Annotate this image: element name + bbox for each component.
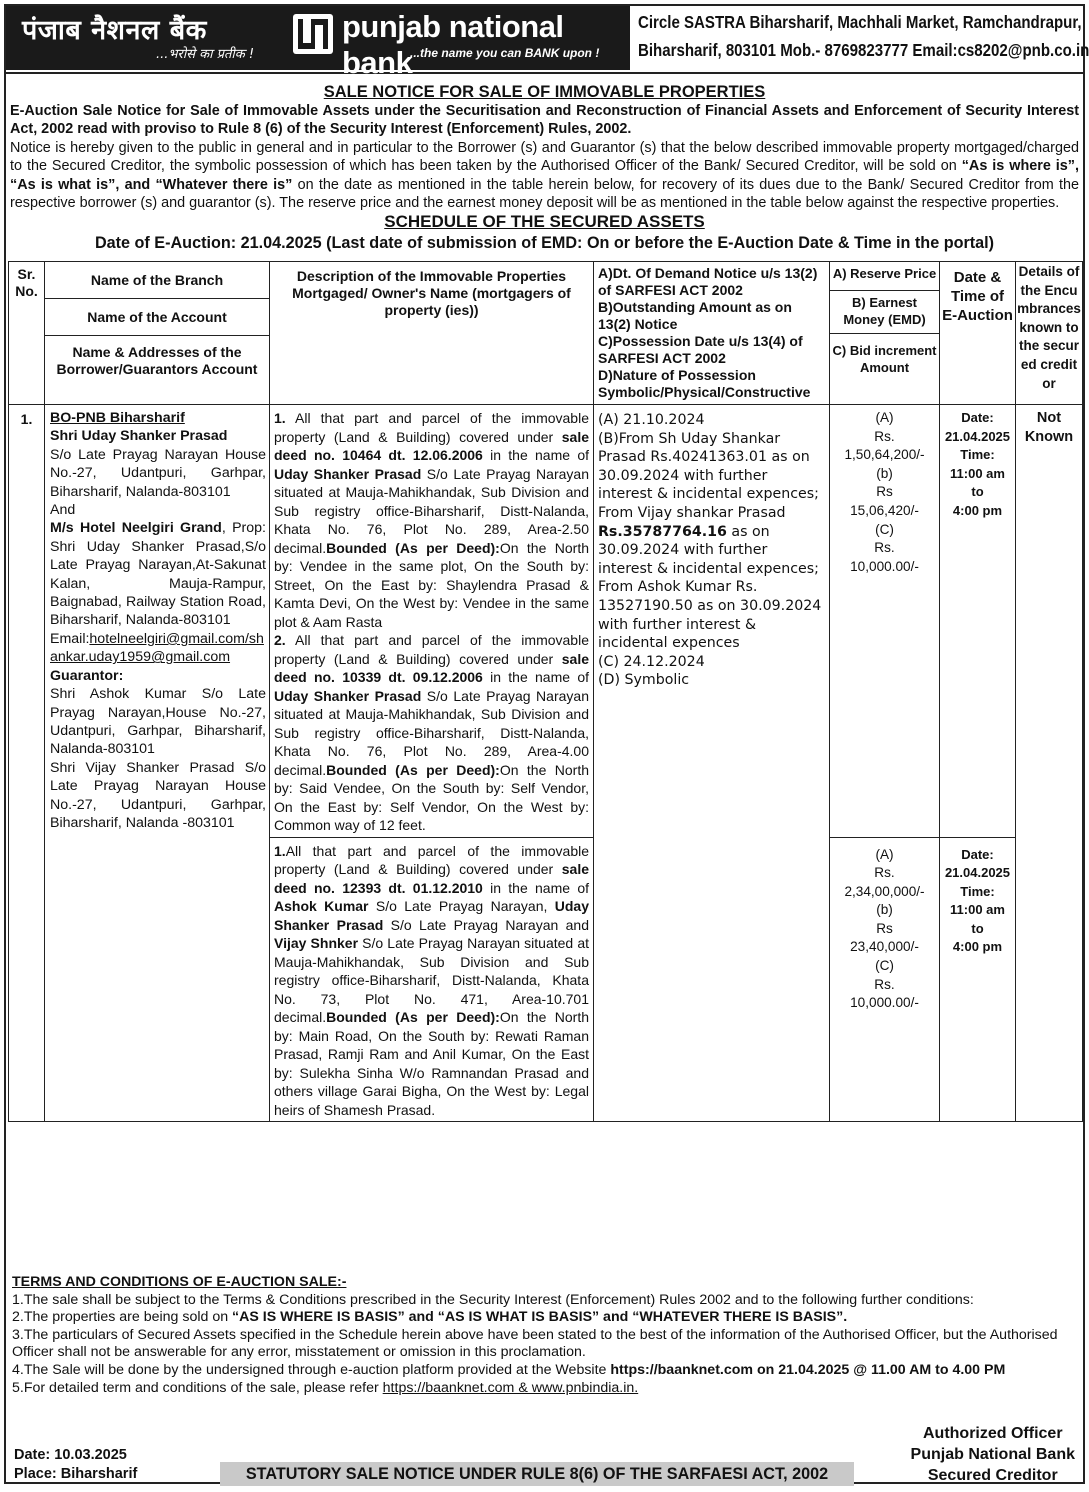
notice-place: Place: Biharsharif bbox=[14, 1465, 138, 1482]
p1-text-a: All that part and parcel of the immovable property (Land & Building) covered under bbox=[274, 410, 589, 445]
signatory-title: Authorized Officer bbox=[922, 1425, 1063, 1442]
term-2-bold: “AS IS WHERE IS BASIS” and “AS IS WHAT IS BASIS” and “WHATEVER THERE IS BASIS”. bbox=[232, 1309, 848, 1326]
borrower1-address: S/o Late Prayag Narayan House No.-27, Udantpuri, Garhpar, Biharsharif, Nalanda-803101 bbox=[50, 446, 266, 500]
header-reserve-a: A) Reserve Price bbox=[830, 262, 939, 291]
circle-office-info bbox=[638, 8, 1089, 64]
property-description-2 bbox=[270, 837, 594, 1122]
header-reserve-price bbox=[830, 262, 940, 405]
notice-intro bbox=[6, 102, 1083, 212]
email-label: Email: bbox=[50, 630, 90, 647]
notice-body-part2: on the date as mentioned in the table herein below, for recovery of its dues due to the Bank/ Secured Creditor from the respective borrower (s) and guarantor (s). The reserve price and the earnest money deposit will be as mentioned in the table below against the respective properties. bbox=[10, 176, 1079, 212]
footer-date-place bbox=[14, 1446, 137, 1483]
p3-text-e: S/o Late Prayag Narayan situated at Mauja-Mahikhandak, Sub Division and Sub registry office-Biharsharif, Distt-Nalanda, Khata No. 73, Plot No. 471, Area-10.701 decimal. bbox=[274, 935, 589, 1025]
r2-rs: Rs. bbox=[874, 865, 895, 881]
r2-c-label: (C) bbox=[875, 958, 894, 974]
and-text: And bbox=[50, 502, 76, 519]
d1-date: 21.04.2025 bbox=[944, 428, 1011, 444]
signatory-role: Secured Creditor bbox=[927, 1467, 1058, 1484]
d1-date-label: Date: bbox=[961, 410, 994, 425]
r2-rs3: Rs. bbox=[874, 976, 895, 992]
circle-address: Circle SASTRA Biharsharif, Machhali Market, Ramchandrapur, bbox=[638, 12, 1082, 32]
terms-and-conditions bbox=[12, 1274, 1080, 1397]
row-sr-no: 1. bbox=[9, 405, 45, 838]
header-borrower: Name & Addresses of the Borrower/Guarantors Account bbox=[56, 344, 258, 377]
borrower2-name: M/s Hotel Neelgiri Grand bbox=[50, 520, 222, 537]
r1-rs2: Rs bbox=[876, 484, 893, 500]
r1-b-label: (b) bbox=[876, 465, 893, 481]
d1-to: to bbox=[971, 484, 984, 500]
header-demand-b: B)Outstanding Amount as on 13(2) Notice bbox=[598, 299, 792, 332]
signatory-bank: Punjab National Bank bbox=[910, 1446, 1075, 1463]
auction-datetime-1 bbox=[940, 405, 1016, 838]
logo-hindi-text: पंजाब नैशनल बैंक bbox=[22, 15, 207, 46]
p3-deed: sale deed no. 12393 dt. 01.12.2010 bbox=[274, 861, 589, 896]
d2-end: 4:00 pm bbox=[952, 939, 1003, 955]
p3-text-f: On the North by: Main Road, On the South by: Rewati Raman Prasad, Ramji Ram and Anil Kumar, On the East by: Sulekha Sinha W/o Ramnandan Prasad and others village Garai Bigha, On the West by: Legal heirs of Shamesh Prasad. bbox=[274, 1009, 589, 1118]
r1-rs: Rs. bbox=[874, 428, 895, 444]
statutory-notice-banner: STATUTORY SALE NOTICE UNDER RULE 8(6) OF THE SARFAESI ACT, 2002 bbox=[220, 1462, 854, 1486]
p3-bounded: Bounded (As per Deed): bbox=[326, 1009, 500, 1025]
term-5-links[interactable]: https://baanknet.com & www.pnbindia.in. bbox=[382, 1379, 639, 1396]
property-1 bbox=[274, 409, 589, 631]
p3-text-a: All that part and parcel of the immovable property (Land & Building) covered under bbox=[274, 842, 589, 877]
p2-number: 2. bbox=[274, 632, 286, 648]
p1-number: 1. bbox=[274, 410, 286, 426]
term-4-text: 4.The Sale will be done by the undersigned through e-auction platform provided at the Website bbox=[12, 1361, 611, 1378]
logo-hindi-tagline: ...भरोसे का प्रतीक ! bbox=[156, 47, 255, 62]
r1-reserve: 1,50,64,200/- bbox=[844, 447, 925, 463]
reserve-price-1 bbox=[830, 405, 940, 838]
encumbrance-cell: Not Known bbox=[1016, 405, 1083, 1122]
p2-deed: sale deed no. 10339 dt. 09.12.2006 bbox=[274, 650, 589, 685]
notice-date: Date: 10.03.2025 bbox=[14, 1447, 127, 1463]
header-demand-c: C)Possession Date u/s 13(4) of SARFESI ACT 2002 bbox=[598, 333, 803, 366]
header-demand-a: A)Dt. Of Demand Notice u/s 13(2) of SARFESI ACT 2002 bbox=[598, 265, 818, 298]
guarantor1: Shri Ashok Kumar S/o Late Prayag Narayan,House No.-27, Udantpuri, Garhpar, Biharsharif, Nalanda-803101 bbox=[50, 686, 266, 758]
p1-text-b: in the name of bbox=[482, 447, 589, 463]
auction-date-line: Date of E-Auction: 21.04.2025 (Last date of submission of EMD: On or before the E-Auction Date & Time in the portal) bbox=[94, 234, 995, 253]
secured-assets-table bbox=[8, 261, 1083, 1122]
p3-text-d: S/o Late Prayag Narayan and bbox=[383, 916, 589, 933]
r1-bid: 10,000.00/- bbox=[850, 558, 919, 574]
p1-owner: Uday Shanker Prasad bbox=[274, 465, 422, 482]
table-row bbox=[9, 405, 1083, 838]
d1-start: 11:00 am bbox=[950, 465, 1005, 481]
r2-emd: 23,40,000/- bbox=[850, 939, 919, 955]
bank-logo-banner bbox=[6, 6, 630, 80]
p2-text-a: All that part and parcel of the immovable property (Land & Building) covered under bbox=[274, 632, 589, 667]
header-description: Description of the Immovable Properties Mortgaged/ Owner's Name (mortgagers of property (ies)) bbox=[270, 262, 594, 405]
header-reserve-b: B) Earnest Money (EMD) bbox=[830, 291, 939, 334]
property-description-1 bbox=[270, 405, 594, 838]
demand-notice-cell bbox=[594, 405, 830, 1122]
p1-text-c: S/o Late Prayag Narayan situated at Mauja-Mahikhandak, Sub Division and Sub registry office-Biharsharif, Distt-Nalanda, Khata No. 76, Plot No. 289, Area-2.50 decimal. bbox=[274, 465, 589, 556]
possession-date: (C) 24.12.2024 bbox=[598, 653, 705, 670]
r1-a-label: (A) bbox=[875, 410, 894, 425]
outstanding-bold: Rs.35787764.16 bbox=[598, 523, 727, 540]
logo-english-tagline: ...the name you can BANK upon ! bbox=[410, 46, 600, 60]
header-demand-d: D)Nature of Possession Symbolic/Physical/Constructive bbox=[598, 367, 811, 400]
r2-bid: 10,000.00/- bbox=[850, 995, 919, 1011]
notice-body-bold: “As is where is”, “As is what is”, and “Whatever there is” bbox=[10, 158, 1079, 193]
borrower2-address: , Prop: Shri Uday Shanker Prasad,S/o Late Prayag Narayan,At-Sakunat Kalan, Mauja-Rampur, Baignabad, Railway Station Road, Biharsharif, Nalanda-803101 bbox=[50, 520, 266, 629]
guarantor2: Shri Vijay Shanker Prasad S/o Late Prayag Narayan House No.-27, Udantpuri, Garhpar, Biharsharif, Nalanda -803101 bbox=[50, 759, 266, 831]
r2-b-label: (b) bbox=[876, 902, 893, 918]
borrower-email bbox=[50, 630, 266, 667]
p3-text-b: in the name of bbox=[482, 879, 589, 896]
d2-start: 11:00 am bbox=[950, 902, 1005, 918]
property-3 bbox=[274, 842, 589, 1120]
table-row bbox=[9, 837, 1083, 1122]
row-sr-empty bbox=[9, 837, 45, 1122]
header bbox=[6, 6, 1089, 80]
p3-owner3: Vijay Shnker bbox=[274, 935, 359, 951]
outstanding-amount bbox=[598, 430, 825, 653]
p1-deed: sale deed no. 10464 dt. 12.06.2006 bbox=[274, 428, 589, 463]
p3-number: 1. bbox=[274, 842, 286, 859]
row-borrower-empty bbox=[45, 837, 270, 1122]
sale-notice-page bbox=[4, 4, 1089, 1484]
term-4-bold: https://baanknet.com on 21.04.2025 @ 11.00 AM to 4.00 PM bbox=[610, 1361, 1006, 1378]
term-4 bbox=[12, 1362, 1080, 1380]
possession-nature: (D) Symbolic bbox=[598, 672, 690, 689]
header-sr-no: Sr. No. bbox=[9, 262, 45, 405]
term-5 bbox=[12, 1380, 1080, 1398]
p1-text-d: On the North by: Vendee in the same plot, On the South by: Street, On the East by: Shaylendra Prasad & Kamta Devi, On the West by: Vendee in the same plot & Aam Rasta bbox=[274, 539, 589, 630]
header-branch-account-borrower bbox=[45, 262, 270, 405]
d2-date-label: Date: bbox=[961, 846, 994, 862]
outstanding-b: as on 30.09.2024 with further interest & incidental expences; From Ashok Kumar Rs. 13527190.50 as on 30.09.2024 with further interest & incidental expences bbox=[598, 523, 822, 652]
row-borrower-cell bbox=[45, 405, 270, 838]
property-2 bbox=[274, 631, 589, 835]
borrower2 bbox=[50, 519, 266, 629]
r1-emd: 15,06,420/- bbox=[850, 502, 919, 518]
notice-title: SALE NOTICE FOR SALE OF IMMOVABLE PROPERTIES bbox=[323, 83, 766, 101]
p3-owner2: Uday Shanker Prasad bbox=[274, 898, 589, 933]
outstanding-a: (B)From Sh Uday Shankar Prasad Rs.40241363.01 as on 30.09.2024 with further interest & incidental expences; From Vijay shankar Prasad bbox=[598, 430, 819, 521]
p2-text-b: in the name of bbox=[482, 669, 589, 685]
term-2 bbox=[12, 1309, 1080, 1327]
notice-body bbox=[10, 139, 1079, 213]
table-header-row bbox=[9, 262, 1083, 405]
pnb-emblem-icon bbox=[292, 13, 334, 55]
header-account: Name of the Account bbox=[45, 299, 269, 336]
notice-subtitle: E-Auction Sale Notice for Sale of Immovable Assets under the Securitisation and Reconstruction of Financial Assets and Enforcement of Security Interest Act, 2002 read with proviso to Rule 8 (6) of the Security Interest (Enforcement) Rules, 2002. bbox=[10, 103, 1079, 138]
header-reserve-c: C) Bid increment Amount bbox=[832, 343, 937, 375]
borrower1-name: Shri Uday Shanker Prasad bbox=[50, 428, 228, 445]
p2-owner: Uday Shanker Prasad bbox=[274, 687, 422, 704]
d1-end: 4:00 pm bbox=[952, 502, 1003, 518]
r1-rs3: Rs. bbox=[874, 540, 895, 556]
d1-time-label: Time: bbox=[960, 447, 995, 463]
notice-body-part1: Notice is hereby given to the public in general and in particular to the Borrower (s) and Guarantor (s) that the below described immovable property mortgaged/charged to the Secured Creditor, the symbolic possession of which has been taken by the Authorised Officer of the Bank/ Secured Creditor, will be sold on bbox=[10, 139, 1079, 175]
d2-to: to bbox=[971, 920, 984, 936]
p3-text-c: S/o Late Prayag Narayan, bbox=[368, 898, 555, 914]
guarantor-label: Guarantor: bbox=[50, 667, 124, 684]
schedule-title: SCHEDULE OF THE SECURED ASSETS bbox=[384, 212, 705, 232]
header-branch: Name of the Branch bbox=[45, 262, 269, 299]
email-link[interactable]: hotelneelgiri@gmail.com/shankar.uday1959@gmail.com bbox=[50, 630, 264, 666]
r1-c-label: (C) bbox=[875, 521, 894, 537]
footer-signatory bbox=[911, 1423, 1075, 1486]
reserve-price-2 bbox=[830, 837, 940, 1122]
header-date-time: Date & Time of E-Auction bbox=[940, 262, 1016, 405]
p1-bounded: Bounded (As per Deed): bbox=[326, 539, 500, 556]
p2-text-c: S/o Late Prayag Narayan situated at Mauja-Mahikhandak, Sub Division and Sub registry office-Biharsharif, Distt-Nalanda, Khata No. 76, Plot No. 289, Area-4.00 decimal. bbox=[274, 687, 589, 778]
header-demand-notice bbox=[594, 262, 830, 405]
term-3: 3.The particulars of Secured Assets specified in the Schedule herein above have been stated to the best of the information of the Authorised Officer, but the Authorised Officer shall not be answerable for any error, misstatement or omission in this proclamation. bbox=[12, 1326, 1058, 1361]
circle-contact: Biharsharif, 803101 Mob.- 8769823777 Email:cs8202@pnb.co.in bbox=[638, 40, 1089, 60]
p3-owner1: Ashok Kumar bbox=[274, 898, 369, 914]
logo-english-text: punjab national bank bbox=[342, 9, 564, 80]
r2-a-label: (A) bbox=[875, 846, 894, 862]
auction-datetime-2 bbox=[940, 837, 1016, 1122]
demand-date: (A) 21.10.2024 bbox=[598, 412, 705, 428]
p2-bounded: Bounded (As per Deed): bbox=[326, 761, 500, 778]
d2-date: 21.04.2025 bbox=[944, 865, 1011, 881]
p2-text-d: On the North by: Said Vendee, On the South by: Self Vendor, On the East by: Self Vendor, On the West by: Common way of 12 feet. bbox=[274, 761, 589, 833]
r2-rs2: Rs bbox=[876, 920, 893, 936]
r2-reserve: 2,34,00,000/- bbox=[844, 883, 925, 899]
term-5-text: 5.For detailed term and conditions of the sale, please refer bbox=[12, 1379, 383, 1396]
d2-time-label: Time: bbox=[960, 883, 995, 899]
branch-name: BO-PNB Biharsharif bbox=[50, 410, 185, 426]
header-encumbrances: Details of the Encumbrances known to the secured creditor bbox=[1016, 262, 1083, 405]
term-2-text: 2.The properties are being sold on bbox=[12, 1309, 233, 1326]
term-1: 1.The sale shall be subject to the Terms & Conditions prescribed in the Security Interest (Enforcement) Rules 2002 and to the following further conditions: bbox=[12, 1291, 974, 1308]
terms-title: TERMS AND CONDITIONS OF E-AUCTION SALE:- bbox=[12, 1274, 347, 1290]
